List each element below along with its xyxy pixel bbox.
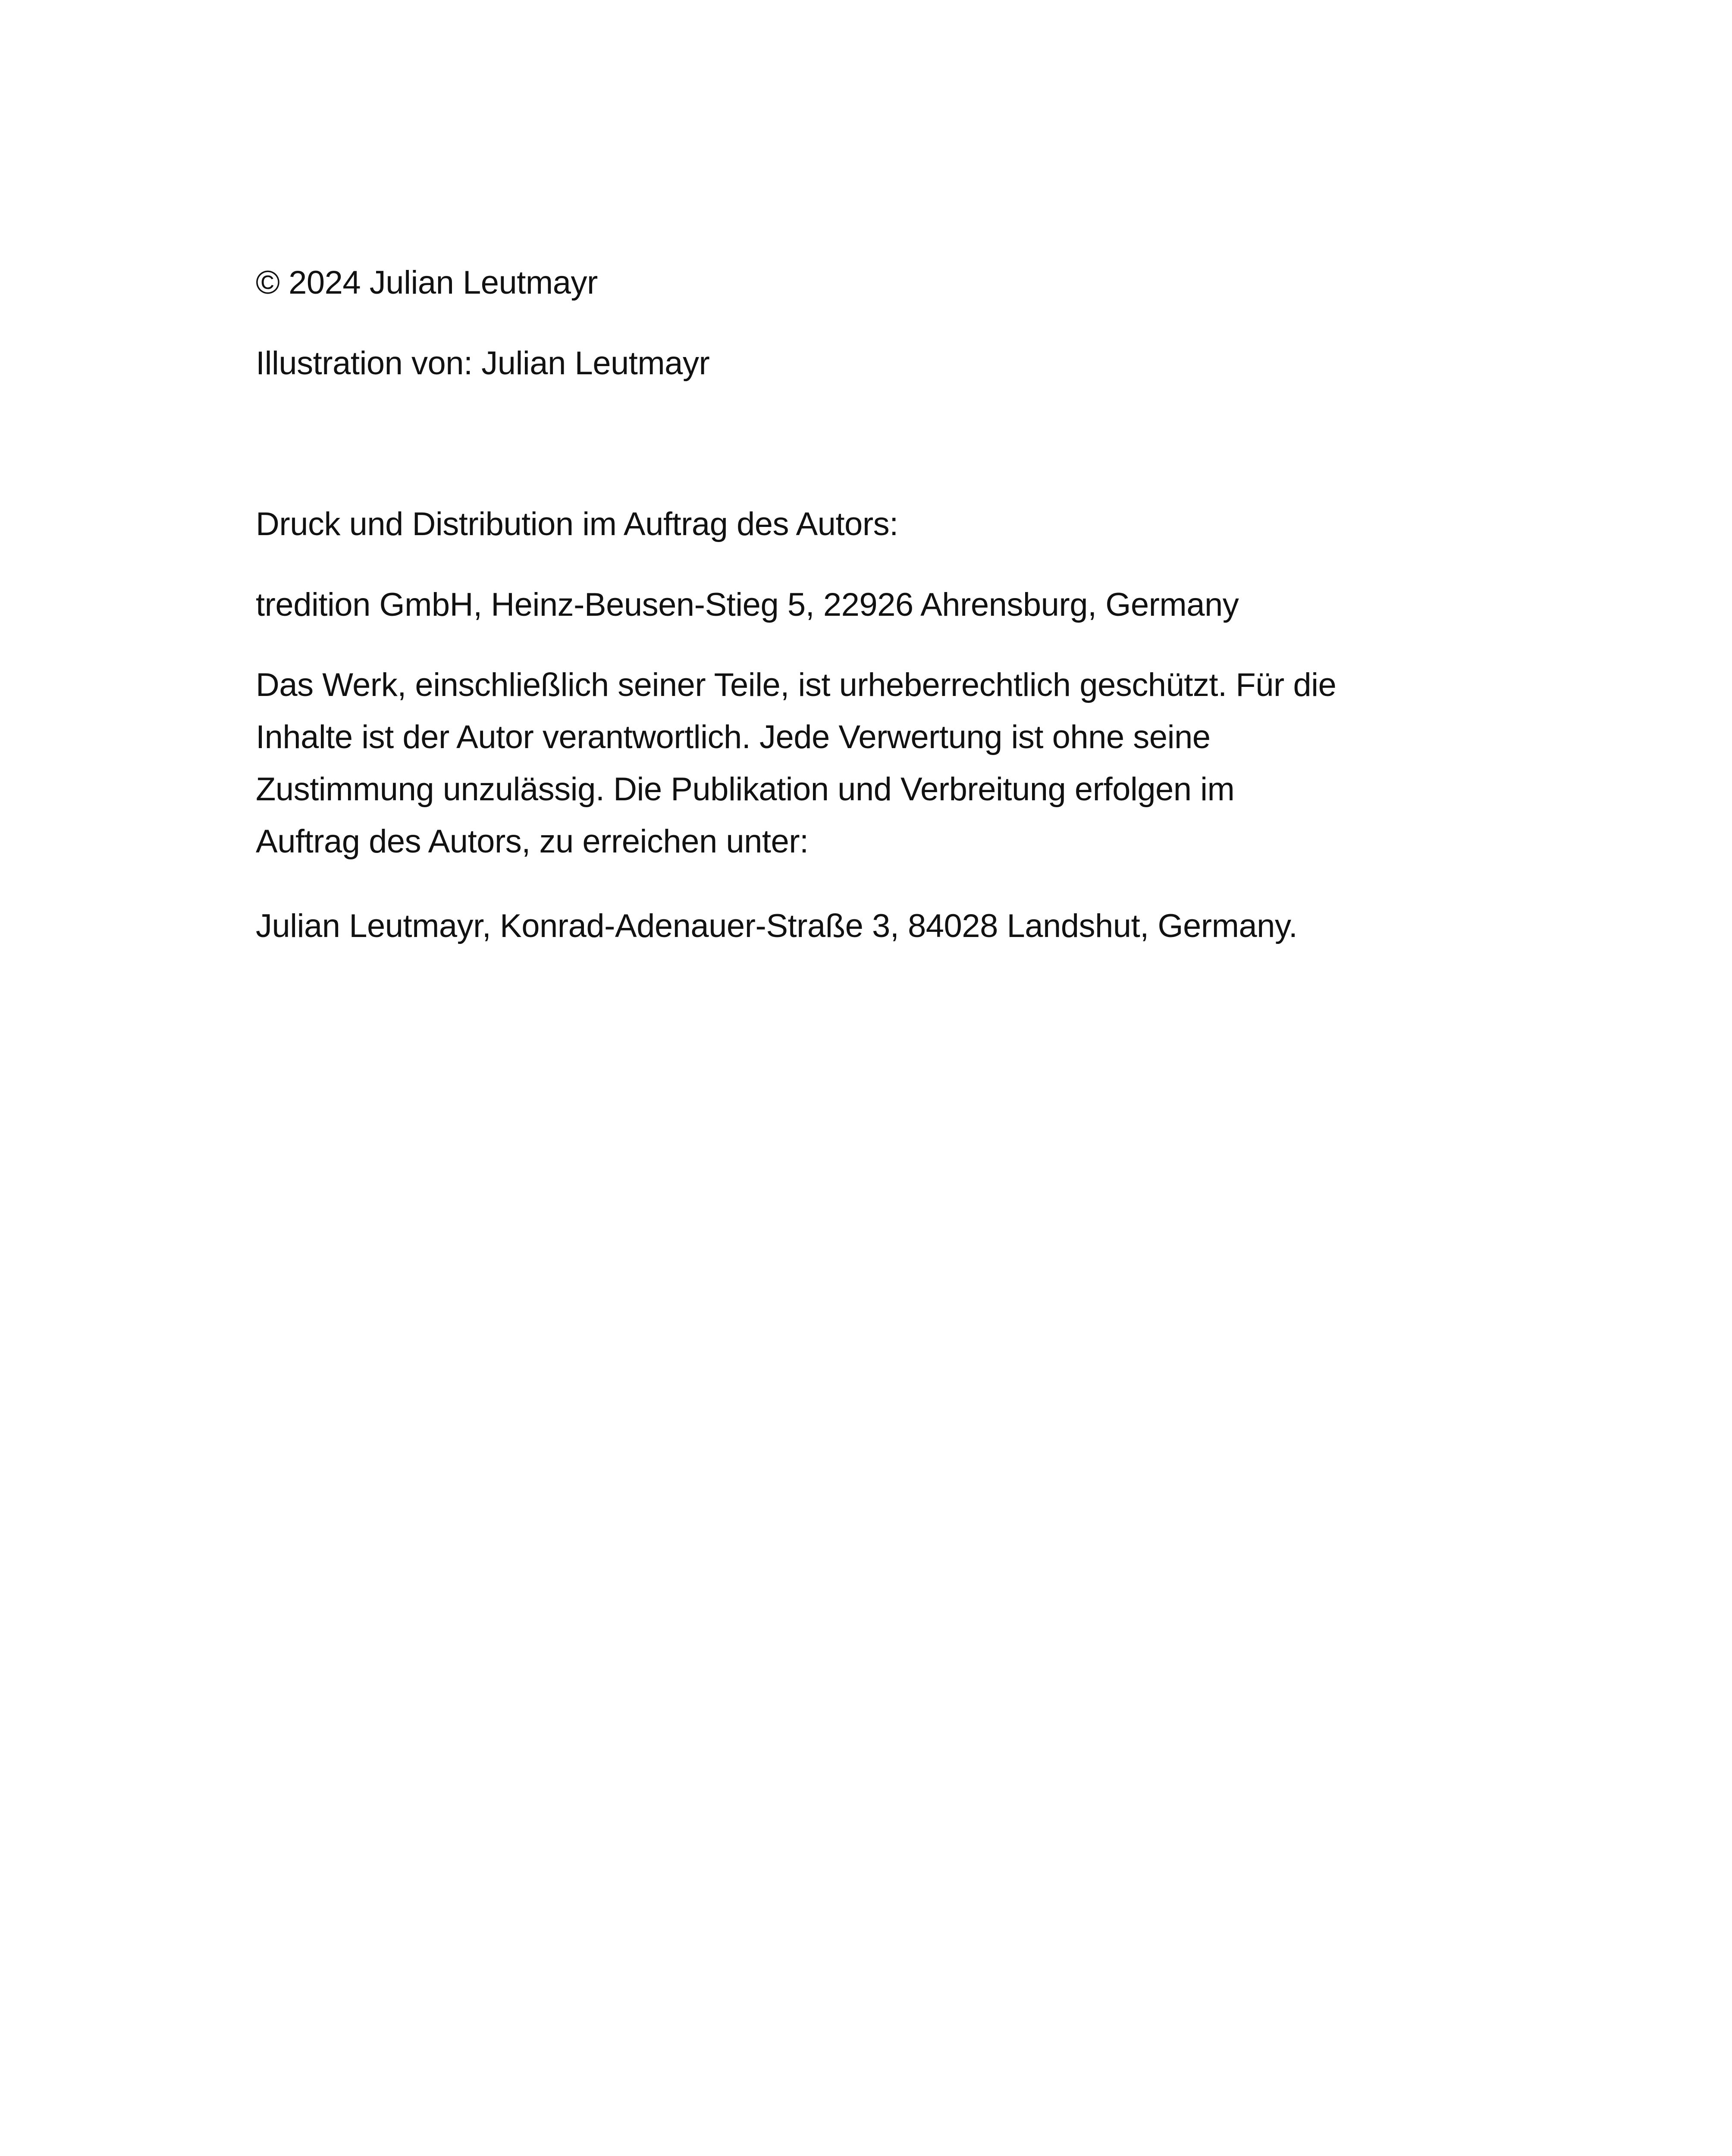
rights-notice-line: Inhalte ist der Autor verantwortlich. Jede Verwertung ist ohne seine: [256, 719, 1211, 755]
rights-notice-line: Das Werk, einschließlich seiner Teile, ist urheberrechtlich geschützt. Für die: [256, 667, 1337, 703]
copyright-line: © 2024 Julian Leutmayr: [256, 264, 598, 301]
rights-notice: [256, 659, 1498, 868]
rights-notice-line: Zustimmung unzulässig. Die Publikation und Verbreitung erfolgen im: [256, 771, 1235, 808]
illustration-credit: Illustration von: Julian Leutmayr: [256, 345, 710, 382]
print-distribution-heading: Druck und Distribution im Auftrag des Autors:: [256, 506, 898, 542]
rights-notice-line: Auftrag des Autors, zu erreichen unter:: [256, 823, 809, 860]
publisher-address: tredition GmbH, Heinz-Beusen-Stieg 5, 22926 Ahrensburg, Germany: [256, 586, 1239, 623]
author-address: Julian Leutmayr, Konrad-Adenauer-Straße 3, 84028 Landshut, Germany.: [256, 908, 1298, 944]
